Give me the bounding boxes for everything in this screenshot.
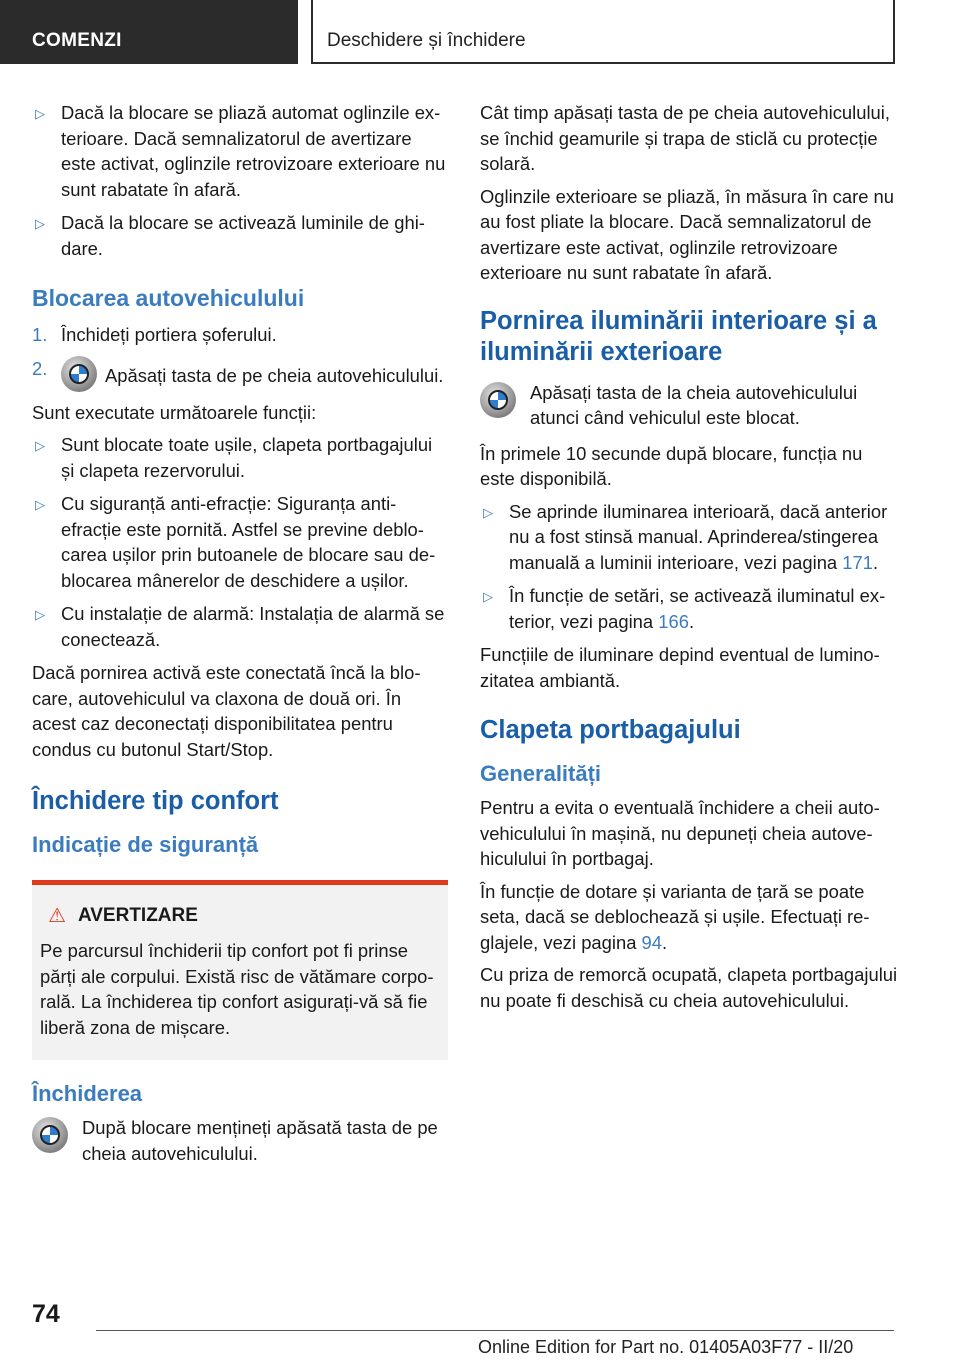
warning-triangle-icon: ⚠ [48, 905, 66, 927]
left-column [32, 100, 448, 1176]
warning-title: AVERTIZARE [77, 904, 198, 926]
edition-footer: Online Edition for Part no. 01405A03F77 - II/20 [478, 1337, 854, 1357]
right-column [480, 100, 898, 1020]
car-key-icon [61, 356, 97, 392]
section-tab [0, 0, 298, 64]
closing-instruction: După blocare mențineți apăsată tasta de pe cheia autovehiculului. [32, 1115, 448, 1166]
paragraph: În funcție de dotare și varianta de țară se poate seta, dacă se deblochează și ușile. Efectuați reglajele, vezi pagina 94. [480, 880, 870, 953]
functions-intro: Sunt executate următoarele funcții: [32, 401, 317, 423]
list-item: ▷ Se aprinde iluminarea interioară, dacă anterior nu a fost stinsă manual. Aprinderea/stingerea manuală a luminii interioare, vezi pagina 171. [483, 500, 888, 573]
triangle-bullet-icon: ▷ [483, 504, 493, 520]
step-1: 1. Închideți portiera șoferului. [32, 324, 277, 345]
heading-closing: Închiderea [32, 1081, 143, 1106]
page-link[interactable]: 171 [842, 551, 873, 573]
triangle-bullet-icon: ▷ [35, 438, 45, 453]
page-number: 74 [32, 1300, 60, 1328]
heading-comfort-close: Închidere tip confort [32, 787, 279, 815]
page-link[interactable]: 94 [641, 931, 663, 953]
paragraph: În primele 10 secunde după blocare, funcția nu este disponibilă. [480, 442, 863, 489]
warning-text: Pe parcursul închiderii tip confort pot fi prinse părți ale corpului. Există risc de vătămare corporală. La închiderea tip confort asigurați-vă să fie liberă zona de mișcare. [40, 940, 434, 1038]
chapter-title: Deschidere și închidere [327, 30, 526, 51]
heading-tailgate: Clapeta portbagajului [480, 716, 741, 744]
triangle-bullet-icon: ▷ [35, 497, 45, 512]
step-2: 2. Apăsați tasta de pe cheia autovehiculului. [32, 356, 448, 392]
list-item: ▷ Cu instalație de alarmă: Instalația de alarmă se conectează. [35, 603, 445, 650]
start-note: Dacă pornirea activă este conectată încă la blocare, autovehiculul va claxona de două ori. În acest caz deconectați disponibilitatea pentru condus cu butonul Start/Stop. [32, 662, 421, 760]
paragraph: Funcțiile de iluminare depind eventual de luminozitatea ambiantă. [480, 644, 880, 691]
list-item: ▷ Sunt blocate toate ușile, clapeta portbagajului și clapeta rezervorului. [35, 434, 433, 481]
triangle-bullet-icon: ▷ [35, 607, 45, 622]
paragraph: Pentru a evita o eventuală închidere a cheii autovehiculului în mașină, nu depuneți cheia autovehiculului în portbagaj. [480, 797, 880, 869]
heading-lighting: Pornirea iluminării interioare și a iluminării exterioare [480, 306, 877, 366]
footer-divider [96, 1330, 894, 1331]
paragraph: Cu priza de remorcă ocupată, clapeta portbagajului nu poate fi deschisă cu cheia autovehiculului. [480, 964, 898, 1011]
chapter-tab [311, 0, 895, 64]
triangle-bullet-icon: ▷ [35, 216, 45, 231]
paragraph: Cât timp apăsați tasta de pe cheia autovehiculului, se închid geamurile și trapa de sticlă cu protecție solară. [480, 102, 890, 174]
heading-safety: Indicație de siguranță [32, 832, 259, 857]
heading-lock: Blocarea autovehiculului [32, 285, 305, 311]
warning-box [32, 880, 448, 1060]
car-key-icon [32, 1117, 68, 1153]
car-key-icon [480, 382, 516, 418]
section-title: COMENZI [32, 30, 122, 51]
paragraph: Oglinzile exterioare se pliază, în măsura în care nu au fost pliate la blocare. Dacă semnalizatorul de avertizare este activat, oglinzile retrovizoare exterioare nu sunt rabatate în afară. [480, 185, 894, 283]
list-item: ▷ Dacă la blocare se activează luminile de ghidare. [35, 212, 425, 259]
heading-general: Generalități [480, 761, 602, 786]
list-item: ▷ În funcție de setări, se activează iluminatul exterior, vezi pagina 166. [483, 585, 886, 632]
triangle-bullet-icon: ▷ [483, 589, 493, 604]
list-item: ▷ Cu siguranță anti-efracție: Siguranța anti-efracție este pornită. Astfel se previne deblocarea ușilor prin butoanele de blocare sau deblocarea mânerelor de deschidere a ușilor. [35, 493, 436, 591]
lighting-instruction: Apăsați tasta de la cheia autovehiculului atunci când vehiculul este blocat. [480, 380, 898, 431]
triangle-bullet-icon: ▷ [35, 106, 45, 121]
list-item: ▷ Dacă la blocare se pliază automat oglinzile exterioare. Dacă semnalizatorul de avertizare este activat, oglinzile retrovizoare exterioare nu sunt rabatate în afară. [35, 102, 446, 200]
page-link[interactable]: 166 [658, 610, 689, 632]
